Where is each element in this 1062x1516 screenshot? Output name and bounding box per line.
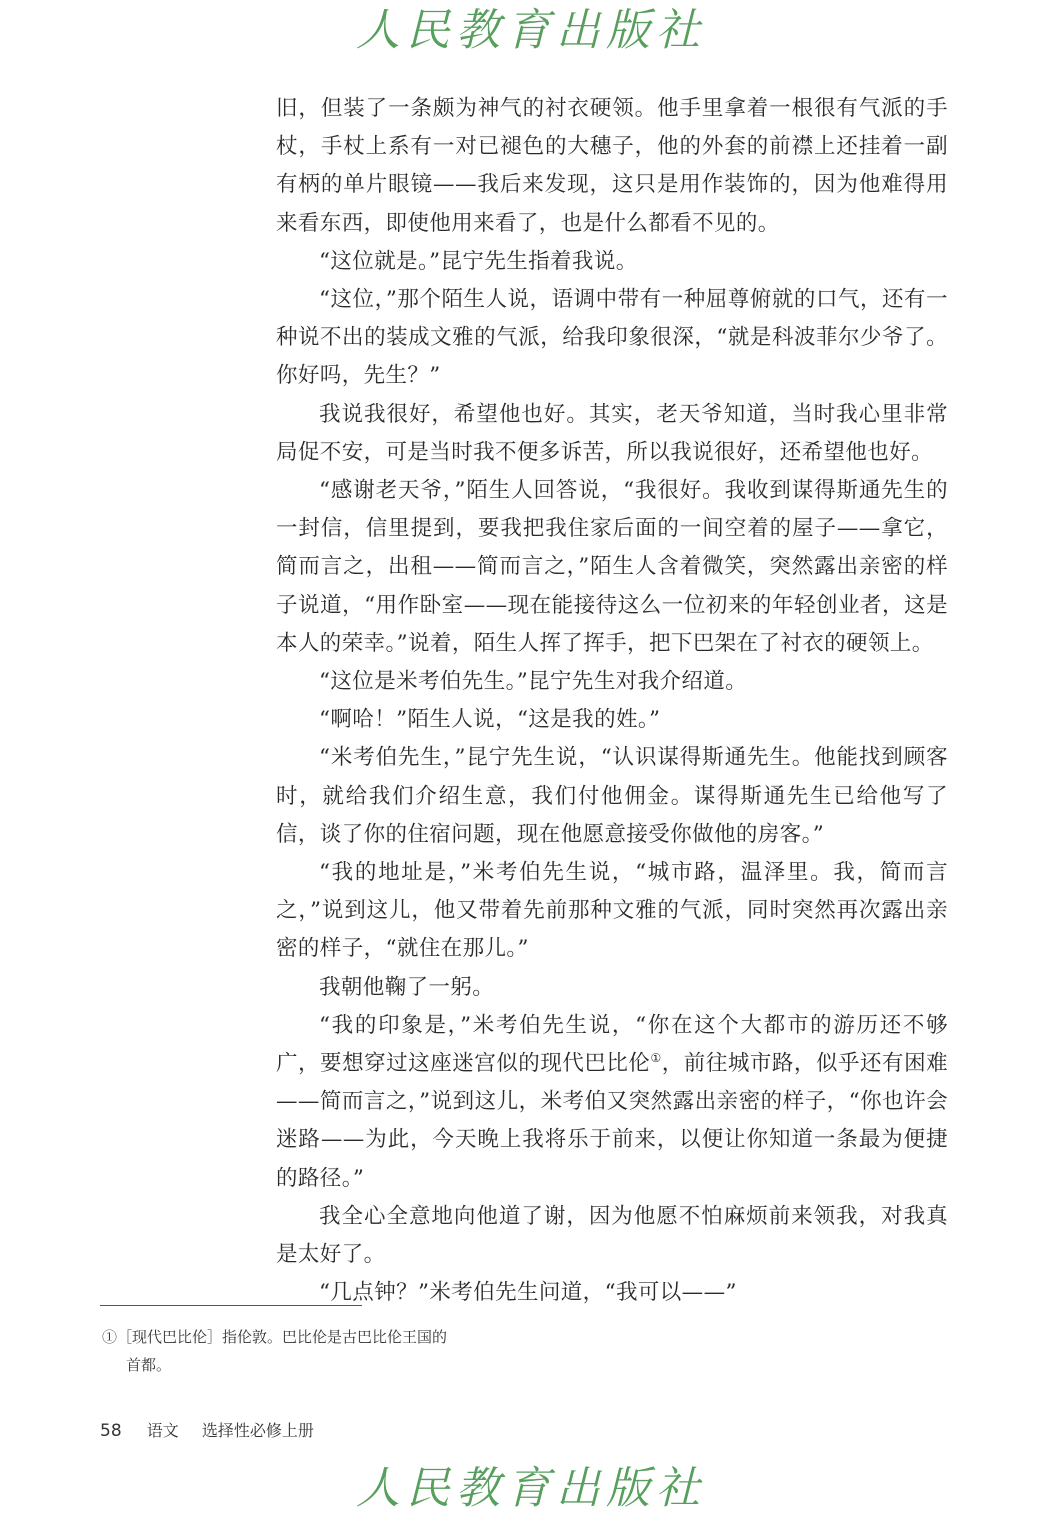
footnote (102, 1323, 502, 1379)
footnote-reference[interactable]: ① (650, 1050, 662, 1065)
paragraph: “米考伯先生，”昆宁先生说，“认识谋得斯通先生。他能找到顾客时，就给我们介绍生意，我们付他佣金。谋得斯通先生已给他写了信，谈了你的住宿问题，现在他愿意接受你做他的房客。” (276, 745, 948, 847)
paragraph: “这位就是。”昆宁先生指着我说。 (319, 248, 638, 274)
publisher-watermark-top: 人民教育出版社 (356, 5, 706, 56)
page-footer (100, 1418, 314, 1441)
footnote-divider (100, 1305, 362, 1306)
paragraph: “感谢老天爷，”陌生人回答说，“我很好。我收到谋得斯通先生的一封信，信里提到，要我把我住家后面的一间空着的屋子——拿它，简而言之，出租——简而言之，”陌生人含着微笑，突然露出亲密的样子说道，“用作卧室——现在能接待这么一位初来的年轻创业者，这是本人的荣幸。”说着，陌生人挥了挥手，把下巴架在了衬衣的硬领上。 (276, 478, 948, 656)
subject-label: 语文 (146, 1421, 179, 1440)
body-text (276, 90, 948, 1313)
paragraph: 我说我很好，希望他也好。其实，老天爷知道，当时我心里非常局促不安，可是当时我不便多诉苦，所以我说很好，还希望他也好。 (276, 401, 948, 465)
paragraph-text: ，前往城市路，似乎还有困难——简而言之，”说到这儿，米考伯又突然露出亲密的样子，“你也许会迷路——为此，今天晚上我将乐于前来，以便让你知道一条最为便捷的路径。” (276, 1051, 948, 1191)
paragraph: “我的地址是，”米考伯先生说，“城市路，温泽里。我，简而言之，”说到这儿，他又带着先前那种文雅的气派，同时突然再次露出亲密的样子，“就住在那儿。” (276, 860, 948, 962)
paragraph: 我全心全意地向他道了谢，因为他愿不怕麻烦前来领我，对我真是太好了。 (276, 1203, 948, 1268)
paragraph: 我朝他鞠了一躬。 (319, 974, 495, 1000)
paragraph: “这位，”那个陌生人说，语调中带有一种屈尊俯就的口气，还有一种说不出的装成文雅的气派，给我印象很深，“就是科波菲尔少爷了。你好吗，先生？” (276, 287, 948, 389)
paragraph-text: “我的印象是，”米考伯先生说，“你在这个大都市的游历还不够广，要想穿过这座迷宫似的现代巴比伦 (276, 1012, 948, 1077)
paragraph: “啊哈！”陌生人说，“这是我的姓。” (319, 707, 661, 733)
footnote-line: 首都。 (126, 1356, 172, 1374)
paragraph: “几点钟？”米考伯先生问道，“我可以——” (319, 1280, 737, 1306)
paragraph: “这位是米考伯先生。”昆宁先生对我介绍道。 (319, 669, 748, 695)
paragraph: 旧，但装了一条颇为神气的衬衣硬领。他手里拿着一根很有气派的手杖，手杖上系有一对已褪色的大穗子，他的外套的前襟上还挂着一副有柄的单片眼镜——我后来发现，这只是用作装饰的，因为他难得用来看东西，即使他用来看了，也是什么都看不见的。 (276, 96, 948, 236)
publisher-watermark-bottom: 人民教育出版社 (356, 1463, 706, 1514)
page-number: 58 (100, 1421, 122, 1441)
volume-label: 选择性必修上册 (201, 1421, 314, 1440)
paragraph (276, 1007, 948, 1198)
footnote-line: ①［现代巴比伦］指伦敦。巴比伦是古巴比伦王国的 (102, 1328, 448, 1346)
